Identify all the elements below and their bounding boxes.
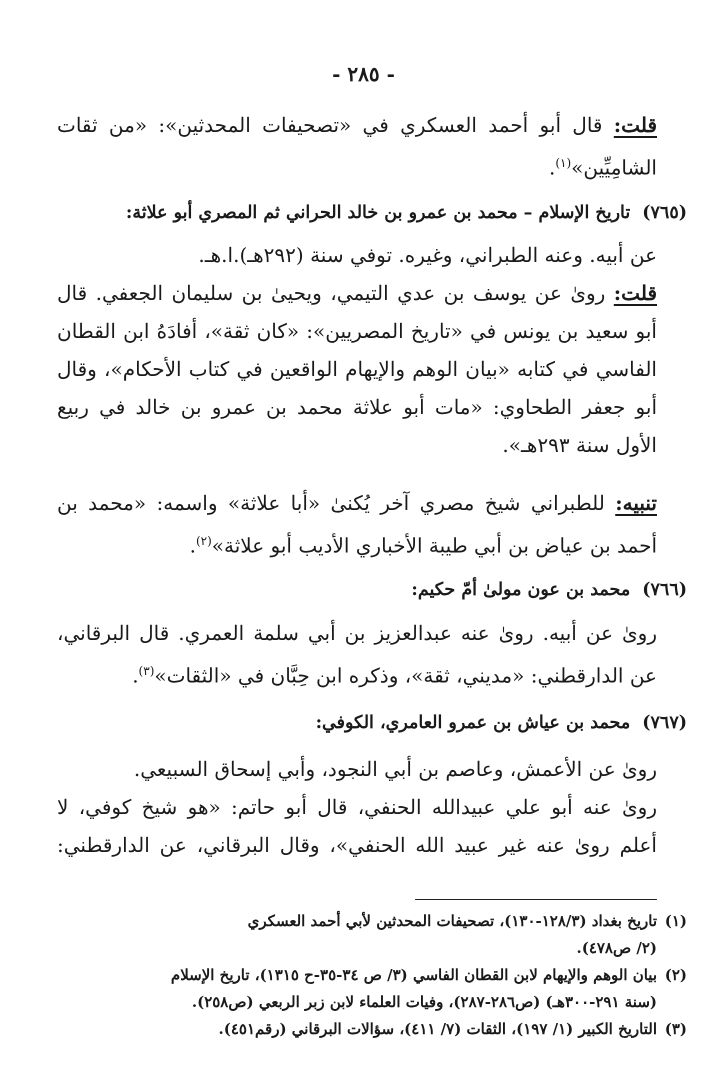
text-line: قلت: روىٰ عن يوسف بن عدي التيمي، ويحيىٰ بن سليمان الجعفي. قال xyxy=(57,281,657,305)
footnote-ref[interactable]: (٢) xyxy=(195,534,212,548)
text-line: روىٰ عن الأعمش، وعاصم بن أبي النجود، وأبي إسحاق السبيعي. xyxy=(133,757,657,781)
entry-body-765 xyxy=(57,236,657,464)
note-tanbih xyxy=(57,484,657,565)
entry-title: محمد بن عياش بن عمرو العامري، الكوفي: xyxy=(315,713,631,733)
text-line: الأول سنة ٢٩٣هـ». xyxy=(502,433,657,457)
section-qultu-askari xyxy=(57,106,657,187)
text-line: أحمد بن عياض بن أبي طيبة الأخباري الأديب أبو علاثة»$^{(٢)}$. xyxy=(189,533,657,558)
keyword-qultu: قلت: xyxy=(613,113,657,137)
entry-title: محمد بن عون مولىٰ أمّ حكيم: xyxy=(411,580,631,600)
footnote-text: (٢/ ص٤٧٨). xyxy=(576,939,657,957)
entry-heading-765 xyxy=(37,203,687,223)
page-number: - ٢٨٥ - xyxy=(332,62,395,86)
entry-title: تاريخ الإسلام – محمد بن عمرو بن خالد الحراني ثم المصري أبو علاثة: xyxy=(125,203,631,223)
footnote-3 xyxy=(27,1016,687,1043)
entry-number: (٧٦٧) xyxy=(642,713,687,733)
footnotes xyxy=(27,908,687,1043)
text-line: الفاسي في كتابه «بيان الوهم والإيهام الواقعين في كتاب الأحكام»، وقال xyxy=(57,357,657,381)
text-line: روىٰ عن أبيه. روىٰ عنه عبدالعزيز بن أبي سلمة العمري. قال البرقاني، xyxy=(57,621,657,645)
entry-body-767 xyxy=(57,750,657,864)
entry-number: (٧٦٥) xyxy=(642,203,687,223)
footnote-2-cont xyxy=(27,989,687,1016)
footnote-number: (٢) xyxy=(664,966,687,984)
text-line: الشامِيِّين»$^{(١)}$. xyxy=(548,155,657,180)
footnote-number: (١) xyxy=(664,912,687,930)
text-line: أبو سعيد بن يونس في «تاريخ المصريين»: «كان ثقة»، أفادَهُ ابن القطان xyxy=(57,319,657,343)
entry-heading-766 xyxy=(37,580,687,600)
footnote-number: (٣) xyxy=(664,1020,687,1038)
footnote-text: (سنة ٢٩١-٣٠٠هـ) (ص٢٨٦-٢٨٧)، وفيات العلماء لابن زبر الربعي (ص٢٥٨). xyxy=(191,993,657,1011)
footnote-1 xyxy=(27,908,687,935)
footnote-text: تاريخ بغداد (١٢٨/٣-١٣٠)، تصحيفات المحدثين لأبي أحمد العسكري xyxy=(247,912,657,930)
footnote-2 xyxy=(27,962,687,989)
text-line: أبو جعفر الطحاوي: «مات أبو علاثة محمد بن عمرو بن خالد في ربيع xyxy=(57,395,657,419)
text-line: عن الدارقطني: «مديني، ثقة»، وذكره ابن حِبَّان في «الثقات»$^{(٣)}$. xyxy=(132,663,657,688)
text-line: تنبيه: للطبراني شيخ مصري آخر يُكنىٰ «أبا علاثة» واسمه: «محمد بن xyxy=(57,491,657,515)
entry-body-766 xyxy=(57,614,657,695)
entry-heading-767 xyxy=(37,713,687,733)
keyword-qultu: قلت: xyxy=(613,281,657,305)
footnote-ref[interactable]: (١) xyxy=(555,156,572,170)
footnote-ref[interactable]: (٣) xyxy=(138,664,155,678)
entry-number: (٧٦٦) xyxy=(642,580,687,600)
text-line: روىٰ عنه أبو علي عبيدالله الحنفي، قال أبو حاتم: «هو شيخ كوفي، لا xyxy=(57,795,657,819)
text-line: أعلم روىٰ عنه غير عبيد الله الحنفي»، وقال البرقاني، عن الدارقطني: xyxy=(57,833,657,857)
text-line: قلت: قال أبو أحمد العسكري في «تصحيفات المحدثين»: «من ثقات xyxy=(57,113,657,137)
footnote-text: التاريخ الكبير (١/ ١٩٧)، الثقات (٧/ ٤١١)، سؤالات البرقاني (رقم٤٥١). xyxy=(218,1020,657,1038)
keyword-tanbih: تنبيه: xyxy=(615,491,657,515)
text-line: عن أبيه. وعنه الطبراني، وغيره. توفي سنة (٢٩٢هـ).ا.هـ. xyxy=(198,243,657,267)
footnote-divider xyxy=(415,899,657,900)
footnote-text: بيان الوهم والإيهام لابن القطان الفاسي (٣/ ص ٣٤-٣٥-ح ١٣١٥)، تاريخ الإسلام xyxy=(170,966,657,984)
footnote-1-cont xyxy=(27,935,687,962)
